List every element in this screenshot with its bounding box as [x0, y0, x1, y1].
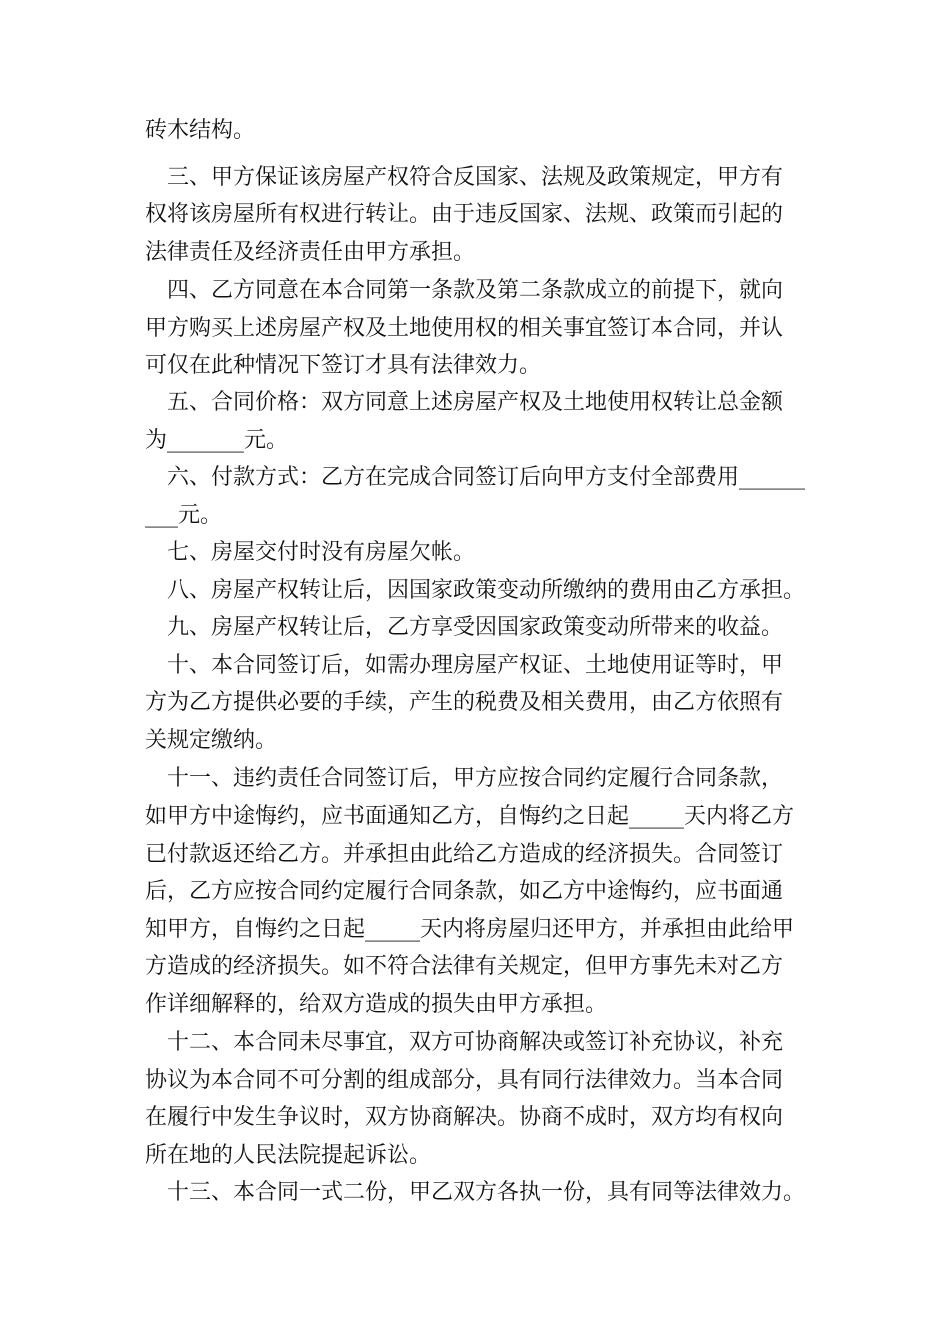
contract-line: 知甲方，自悔约之日起_____天内将房屋归还甲方，并承担由此给甲: [145, 917, 795, 942]
contract-line: 甲方购买上述房屋产权及土地使用权的相关事宜签订本合同，并认: [145, 316, 784, 341]
contract-line: 作详细解释的，给双方造成的损失由甲方承担。: [145, 992, 608, 1017]
contract-line: 方造成的经济损失。如不符合法律有关规定，但甲方事先未对乙方: [145, 954, 784, 979]
contract-line: 三、甲方保证该房屋产权符合反国家、法规及政策规定，甲方有: [167, 165, 784, 190]
contract-line: 可仅在此种情况下签订才具有法律效力。: [145, 353, 542, 378]
contract-line: 权将该房屋所有权进行转让。由于违反国家、法规、政策而引起的: [145, 202, 784, 227]
contract-line: 所在地的人民法院提起诉讼。: [145, 1143, 432, 1168]
contract-line: 十一、违约责任合同签订后，甲方应按合同约定履行合同条款，: [167, 766, 784, 791]
contract-line: 四、乙方同意在本合同第一条款及第二条款成立的前提下，就向: [167, 278, 784, 303]
contract-line: 七、房屋交付时没有房屋欠帐。: [167, 540, 476, 565]
contract-line: ___元。: [145, 503, 223, 528]
contract-line: 如甲方中途悔约，应书面通知乙方，自悔约之日起_____天内将乙方: [145, 804, 795, 829]
contract-line: 在履行中发生争议时，双方协商解决。协商不成时，双方均有权向: [145, 1105, 784, 1130]
contract-line: 九、房屋产权转让后，乙方享受因国家政策变动所带来的收益。: [167, 615, 784, 640]
contract-line: 十、本合同签订后，如需办理房屋产权证、土地使用证等时，甲: [167, 653, 784, 678]
contract-line: 后，乙方应按合同约定履行合同条款，如乙方中途悔约，应书面通: [145, 879, 784, 904]
contract-line: 已付款返还给乙方。并承担由此给乙方造成的经济损失。合同签订: [145, 842, 784, 867]
contract-line: 十二、本合同未尽事宜，双方可协商解决或签订补充协议，补充: [167, 1030, 784, 1055]
contract-line: 方为乙方提供必要的手续，产生的税费及相关费用，由乙方依照有: [145, 690, 784, 715]
contract-line: 砖木结构。: [145, 118, 256, 143]
contract-line: 十三、本合同一式二份，甲乙双方各执一份，具有同等法律效力。: [167, 1180, 806, 1205]
contract-line: 协议为本合同不可分割的组成部分，具有同行法律效力。当本合同: [145, 1068, 784, 1093]
contract-line: 八、房屋产权转让后，因国家政策变动所缴纳的费用由乙方承担。: [167, 578, 806, 603]
contract-line: 为_______元。: [145, 428, 289, 453]
contract-line: 六、付款方式：乙方在完成合同签订后向甲方支付全部费用______: [167, 465, 806, 490]
contract-line: 关规定缴纳。: [145, 728, 278, 753]
contract-line: 法律责任及经济责任由甲方承担。: [145, 240, 476, 265]
contract-line: 五、合同价格：双方同意上述房屋产权及土地使用权转让总金额: [167, 390, 784, 415]
